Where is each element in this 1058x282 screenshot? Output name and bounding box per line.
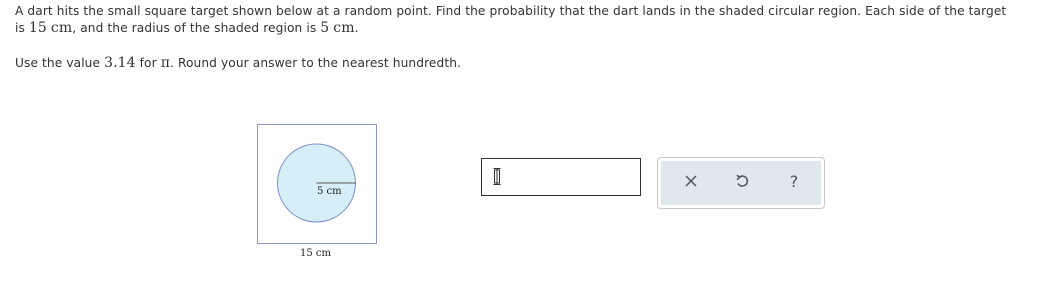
problem-line-2-prefix: is — [15, 21, 29, 35]
radius-unit: cm — [333, 20, 355, 36]
problem-line-2-suffix: . — [354, 21, 359, 35]
help-button[interactable] — [781, 168, 807, 194]
side-length-unit: cm — [50, 20, 73, 36]
instruction-middle: for — [135, 56, 161, 70]
target-diagram — [258, 125, 376, 243]
radius-value: 5 — [320, 20, 330, 36]
pi-symbol: π — [160, 55, 170, 71]
pi-approximation: 3.14 — [104, 55, 136, 71]
problem-statement — [15, 3, 1045, 37]
answer-tools-panel — [657, 157, 825, 209]
clear-button[interactable] — [678, 168, 704, 194]
instruction-suffix: . Round your answer to the nearest hundredth. — [170, 56, 462, 70]
help-icon: ? — [789, 171, 799, 191]
undo-icon — [735, 174, 749, 188]
side-label: 15 cm — [300, 248, 331, 259]
side-length-value: 15 — [28, 20, 47, 36]
undo-button[interactable] — [729, 168, 755, 194]
close-icon — [685, 175, 697, 187]
problem-line-1: A dart hits the small square target shown below at a random point. Find the probability that the dart lands in the shaded circular region. Each side of the target — [15, 4, 1007, 18]
problem-line-2-middle: , and the radius of the shaded region is — [72, 21, 321, 35]
problem-line-2 — [15, 20, 1045, 37]
instruction-prefix: Use the value — [15, 56, 105, 70]
radius-label: 5 cm — [317, 186, 342, 197]
square-target-figure — [257, 124, 377, 244]
text-cursor-icon — [493, 168, 501, 185]
answer-input[interactable] — [481, 158, 641, 196]
instruction-text — [15, 55, 461, 72]
